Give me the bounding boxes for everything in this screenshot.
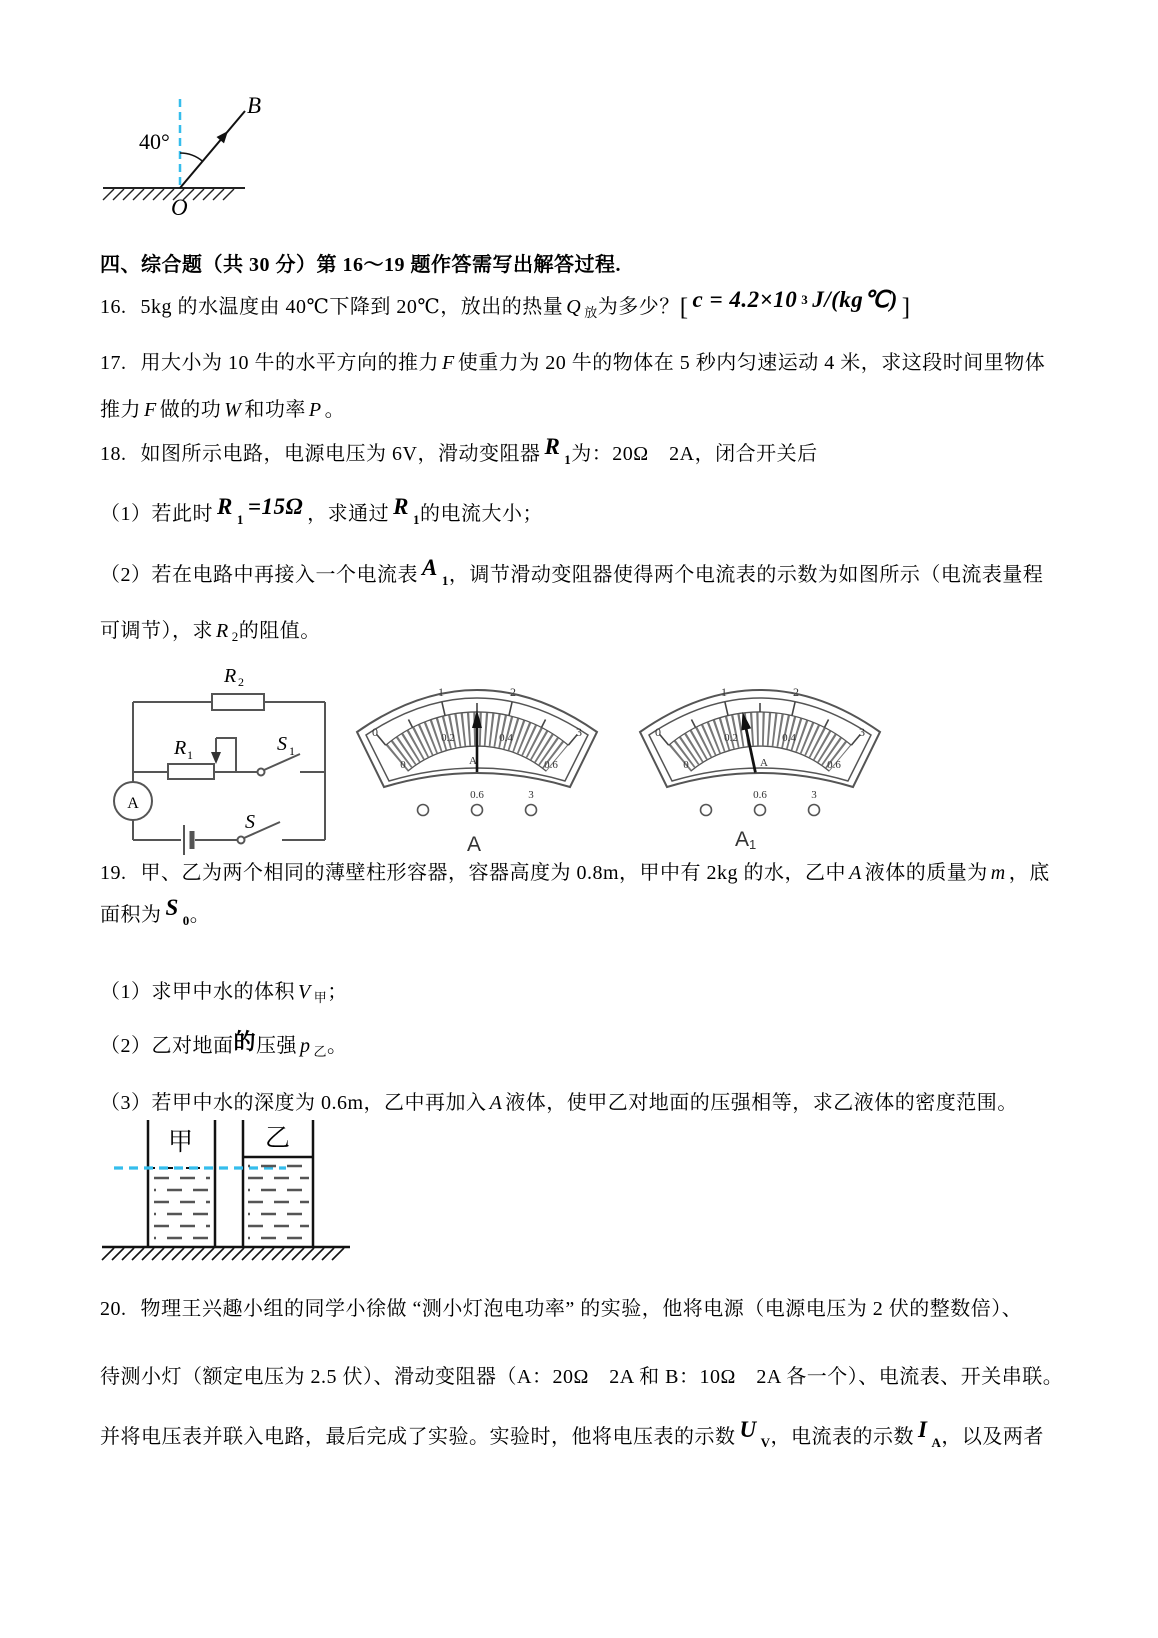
q19-p2-text-b: 压强: [256, 1035, 298, 1057]
yi-liquid-dashes: [248, 1166, 309, 1238]
point-o-label: O: [171, 195, 188, 220]
q19-p2-text-a: （2）乙对地面: [100, 1035, 234, 1057]
question-18-part-2: [100, 555, 1080, 588]
q18-p1-text-c: 的电流大小；: [419, 503, 543, 525]
question-20-line-3: [100, 1417, 1080, 1450]
q20-text-2: 待测小灯（额定电压为 2.5 伏）、滑动变阻器（A：20Ω 2A 和 B：10Ω 2A 各一个）、电流表、开关串联。: [100, 1366, 1064, 1388]
terminal-06: 0.6: [470, 789, 484, 801]
q17-text-2a: 推力: [100, 399, 141, 421]
formula-R1-value: =15Ω: [247, 494, 304, 519]
q19-p2-text-c: 。: [327, 1035, 348, 1057]
question-20-line-1: [100, 1292, 1080, 1321]
meter-terminals: [701, 805, 820, 816]
q18-p2-text-b: ，调节滑动变阻器使得两个电流表的示数为如图所示（电流表量程: [448, 564, 1044, 586]
q19-number: 19.: [100, 862, 127, 884]
q17-text-2b: 做的功: [159, 399, 222, 421]
label-R1-sub: 1: [187, 748, 193, 762]
scale-0: 0: [372, 725, 378, 739]
question-19-part-2: [100, 1028, 1080, 1059]
q16-close-bracket: ]: [901, 294, 911, 321]
label-R2: R: [224, 665, 237, 687]
question-18-part-1: [100, 494, 1080, 527]
angle-label: 40°: [139, 129, 170, 154]
label-R2-sub: 2: [238, 675, 244, 689]
scale-inner-06: 0.6: [827, 759, 841, 771]
q16-open-bracket: [: [679, 294, 689, 321]
q18-number: 18.: [100, 443, 127, 465]
q17-text-2d: 。: [324, 399, 346, 421]
q19-text-1a: 甲、乙为两个相同的薄壁柱形容器，容器高度为 0.8m，甲中有 2kg 的水，乙中: [140, 862, 847, 884]
q17-number: 17.: [100, 352, 127, 374]
variable-R2-sub: 2: [231, 629, 239, 644]
rheostat-R1: [168, 764, 214, 779]
meter-major-ticks: [660, 702, 861, 745]
meter-caption-A1-sub: 1: [749, 837, 757, 852]
q19-text-1c: ，底: [1008, 862, 1050, 884]
q18-p2-text-d: 的阻值。: [238, 620, 321, 642]
q20-text-3b: ，电流表的示数: [770, 1426, 915, 1448]
q18-p2-text-a: （2）若在电路中再接入一个电流表: [100, 564, 418, 586]
question-17-line-2: [100, 393, 1080, 422]
q17-text-2c: 和功率: [244, 399, 306, 421]
q20-text-1: 物理王兴趣小组的同学小徐做 “测小灯泡电功率” 的实验，他将电源（电源电压为 2 伏的整数倍）、: [140, 1298, 1023, 1320]
q18-p1-text-a: （1）若此时: [100, 503, 213, 525]
terminal-06: 0.6: [753, 789, 767, 801]
variable-A1-sub: 1: [441, 573, 449, 588]
q18-text-1a: 如图所示电路，电源电压为 6V，滑动变阻器: [140, 443, 541, 465]
formula-R1: R: [217, 494, 233, 519]
variable-F: F: [442, 352, 455, 374]
section-header: 四、综合题（共 30 分）第 16～19 题作答需写出解答过程.: [100, 254, 621, 276]
formula-R1-sub: 1: [236, 512, 244, 527]
scale-inner-06: 0.6: [544, 759, 558, 771]
jia-liquid-dashes: [154, 1178, 210, 1238]
question-20-line-2: [100, 1360, 1080, 1389]
meter-caption-A1-text: A: [735, 828, 750, 851]
variable-p-yi-sub: 乙: [313, 1044, 328, 1059]
q19-p3-text-a: （3）若甲中水的深度为 0.6m，乙中再加入: [100, 1092, 487, 1114]
dial-unit-A: A: [760, 757, 768, 769]
question-18-part-2-cont: [100, 614, 1080, 643]
meter-caption-A1: [735, 828, 756, 852]
variable-R1-sub: 1: [564, 452, 572, 467]
variable-R1: R: [544, 434, 561, 459]
label-S1: S: [277, 733, 287, 755]
q16-text-1: 5kg 的水温度由 40℃下降到 20℃，放出的热量: [140, 296, 564, 318]
scale-0: 0: [655, 725, 661, 739]
variable-IA-sub: A: [931, 1435, 942, 1450]
variable-S0: S: [165, 895, 179, 920]
label-S1-sub: 1: [289, 744, 295, 758]
q18-p1-text-b: ，求通过: [307, 503, 390, 525]
ammeter-face-A: [335, 644, 620, 824]
scale-1: 1: [721, 685, 727, 699]
wiper-arrowhead: [211, 752, 221, 764]
label-ammeter-A: A: [127, 795, 139, 812]
scale-inner-0: 0: [400, 759, 406, 771]
ground-hatching: [102, 1248, 344, 1260]
q17-text-1a: 用大小为 10 牛的水平方向的推力: [140, 352, 439, 374]
scale-1: 1: [438, 685, 444, 699]
circuit-diagram: [98, 648, 338, 860]
scale-3: 3: [576, 725, 582, 739]
variable-R1-b-sub: 1: [412, 512, 420, 527]
scale-inner-04: 0.4: [782, 732, 796, 744]
q17-text-1b: 使重力为 20 牛的物体在 5 秒内匀速运动 4 米，求这段时间里物体: [457, 352, 1046, 374]
question-19-line-2: [100, 895, 1080, 928]
resistor-R2: [212, 694, 264, 710]
q20-text-3a: 并将电压表并联入电路，最后完成了实验。实验时，他将电压表的示数: [100, 1426, 736, 1448]
scale-inner-0: 0: [683, 759, 689, 771]
question-16: [100, 287, 1080, 322]
point-b-label: B: [247, 93, 262, 118]
ray-ob: [180, 111, 245, 188]
scale-inner-04: 0.4: [499, 732, 513, 744]
variable-F-2: F: [144, 399, 157, 421]
meter-caption-A-text: A: [467, 833, 482, 856]
q20-text-3c: ，以及两者: [941, 1426, 1044, 1448]
variable-W: W: [224, 399, 242, 421]
variable-IA: I: [918, 1417, 928, 1442]
incline-angle-figure: [95, 85, 275, 230]
q19-p1-text-a: （1）求甲中水的体积: [100, 981, 295, 1003]
ammeter-face-A1: [618, 644, 903, 824]
q19-p3-text-b: 液体，使甲乙对地面的压强相等，求乙液体的密度范围。: [505, 1092, 1018, 1114]
scale-2: 2: [510, 685, 516, 699]
variable-Q-sub: 放: [584, 305, 598, 320]
q19-text-2a: 面积为: [100, 904, 162, 926]
variable-Q: Q: [566, 296, 582, 318]
variable-P: P: [308, 399, 322, 421]
scale-inner-02: 0.2: [441, 732, 455, 744]
question-19-line-1: [100, 856, 1080, 885]
variable-V-jia-sub: 甲: [313, 990, 328, 1005]
variable-p-yi: p: [300, 1035, 311, 1057]
variable-A-liquid: A: [849, 862, 862, 884]
terminal-3: 3: [528, 789, 534, 801]
q19-p1-text-b: ；: [327, 981, 348, 1003]
circuit-wires: [133, 702, 325, 840]
battery: [184, 825, 192, 855]
variable-A1: A: [422, 555, 438, 580]
question-17-line-1: [100, 346, 1080, 375]
variable-S0-sub: 0: [182, 913, 190, 928]
q16-text-2: 为多少？: [597, 296, 680, 318]
q19-text-1b: 液体的质量为: [864, 862, 988, 884]
variable-UV: U: [739, 1417, 757, 1442]
label-S: S: [245, 811, 255, 833]
label-R1: R: [174, 737, 187, 759]
q20-number: 20.: [100, 1298, 127, 1320]
meter-tick-band: [680, 729, 841, 758]
scale-inner-02: 0.2: [724, 732, 738, 744]
q19-text-2b: 。: [189, 904, 211, 926]
label-yi: 乙: [265, 1125, 291, 1152]
terminal-3: 3: [811, 789, 817, 801]
meter-caption-A: [467, 833, 481, 857]
formula-c-exponent: 3: [801, 292, 809, 307]
q16-number: 16.: [100, 296, 127, 318]
scale-3: 3: [859, 725, 865, 739]
formula-c-base: c = 4.2×10: [692, 287, 798, 312]
ground-hatching: [103, 189, 234, 200]
scale-2: 2: [793, 685, 799, 699]
variable-m: m: [990, 862, 1006, 884]
variable-A-liquid-2: A: [489, 1092, 503, 1114]
formula-c-unit: J/(kg℃): [812, 287, 898, 312]
question-18-line-1: [100, 434, 1080, 467]
q18-text-1b: 为：20Ω 2A，闭合开关后: [571, 443, 818, 465]
containers-figure: [98, 1100, 366, 1265]
dial-unit-A: A: [469, 755, 477, 767]
variable-R2: R: [216, 620, 229, 642]
label-jia: 甲: [168, 1129, 194, 1156]
question-19-part-1: [100, 975, 1080, 1004]
q19-p2-de: 的: [233, 1029, 257, 1054]
meter-terminals: [418, 805, 537, 816]
variable-R1-b: R: [393, 494, 409, 519]
switch-S: [238, 822, 281, 844]
variable-V-jia: V: [298, 981, 311, 1003]
variable-UV-sub: V: [760, 1435, 771, 1450]
q18-p2-text-c: 可调节），求: [100, 620, 213, 642]
